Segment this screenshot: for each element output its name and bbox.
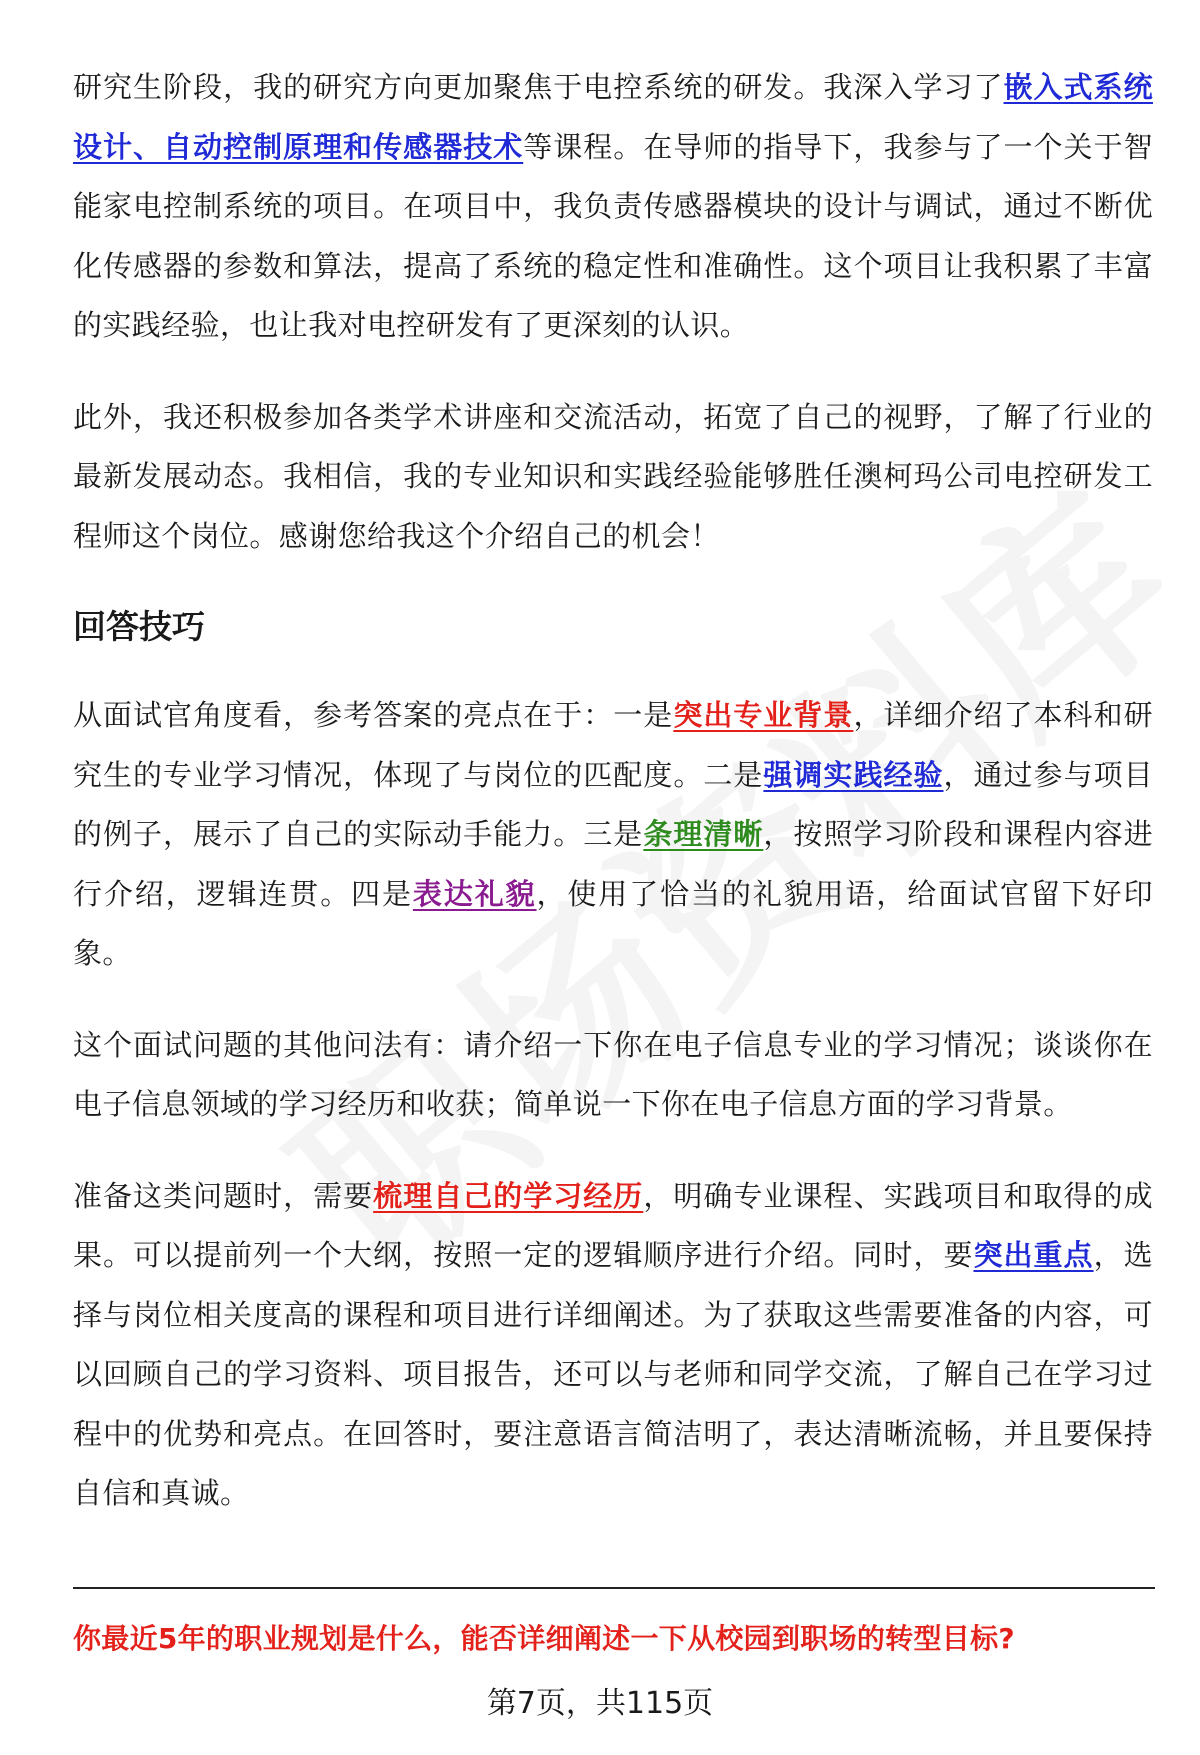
paragraph-graduate-study — [73, 58, 1153, 356]
highlight-sort-experience: 梳理自己的学习经历 — [373, 1178, 644, 1213]
document-body — [73, 58, 1153, 1556]
page-number: 第7页，共115页 — [486, 1686, 714, 1721]
text: ，明确专业课程、实践项目和取得的成果。可以提前列一个大纲，按照一定的逻辑顺序进行介绍。同时，要 — [73, 1178, 1153, 1272]
text: ，详细介绍了本科和研究生的专业学习情况，体现了与岗位的匹配度。二是 — [73, 698, 1153, 792]
paragraph-highlights — [73, 686, 1153, 984]
highlight-practice: 强调实践经验 — [763, 757, 944, 792]
highlight-courses: 嵌入式系统设计、自动控制原理和传感器技术 — [73, 70, 1153, 164]
paragraph-alternatives: 这个面试问题的其他问法有：请介绍一下你在电子信息专业的学习情况；谈谈你在电子信息领域的学习经历和收获；简单说一下你在电子信息方面的学习背景。 — [73, 1027, 1153, 1121]
next-question-heading: 你最近5年的职业规划是什么，能否详细阐述一下从校园到职场的转型目标? — [73, 1622, 1015, 1655]
divider — [73, 1587, 1155, 1589]
paragraph-closing: 此外，我还积极参加各类学术讲座和交流活动，拓宽了自己的视野，了解了行业的最新发展动态。我相信，我的专业知识和实践经验能够胜任澳柯玛公司电控研发工程师这个岗位。感谢您给我这个介绍自己的机会！ — [73, 399, 1153, 553]
text: 研究生阶段，我的研究方向更加聚焦于电控系统的研发。我深入学习了 — [73, 70, 1004, 104]
paragraph-preparation — [73, 1167, 1153, 1524]
section-title: 回答技巧 — [73, 607, 205, 646]
text: 准备这类问题时，需要 — [73, 1178, 374, 1213]
highlight-key-points: 突出重点 — [973, 1238, 1094, 1272]
highlight-clarity: 条理清晰 — [643, 817, 764, 851]
text: ，按照学习阶段和课程内容进行介绍，逻辑连贯。四是 — [73, 817, 1154, 911]
text: ，使用了恰当的礼貌用语，给面试官留下好印象。 — [73, 876, 1153, 970]
text: ，选择与岗位相关度高的课程和项目进行详细阐述。为了获取这些需要准备的内容，可以回顾自己的学习资料、项目报告，还可以与老师和同学交流，了解自己在学习过程中的优势和亮点。在回答时，要注意语言简洁明了，表达清晰流畅，并且要保持自信和真诚。 — [73, 1238, 1153, 1510]
text: ，通过参与项目的例子，展示了自己的实际动手能力。三是 — [73, 757, 1153, 851]
text: 等课程。在导师的指导下，我参与了一个关于智能家电控制系统的项目。在项目中，我负责传感器模块的设计与调试，通过不断优化传感器的参数和算法，提高了系统的稳定性和准确性。这个项目让我积累了丰富的实践经验，也让我对电控研发有了更深刻的认识。 — [73, 129, 1153, 342]
text: 从面试官角度看，参考答案的亮点在于：一是 — [73, 698, 674, 732]
highlight-politeness: 表达礼貌 — [412, 876, 537, 911]
highlight-background: 突出专业背景 — [673, 698, 854, 732]
